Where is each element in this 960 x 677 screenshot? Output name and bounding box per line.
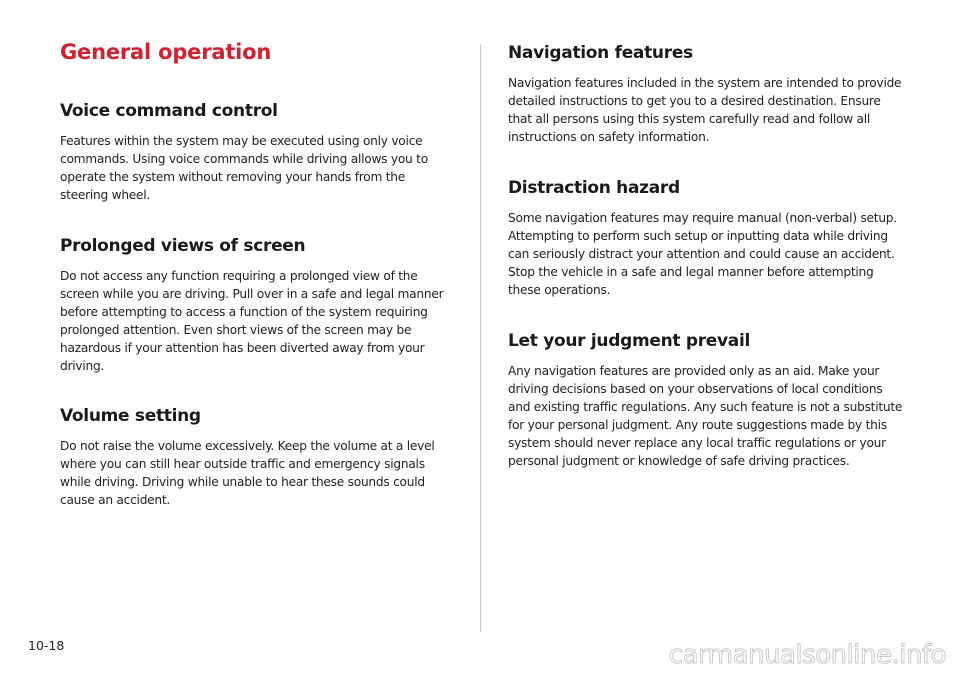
column-divider xyxy=(480,44,481,632)
section-navigation-features xyxy=(508,43,904,146)
section-heading: Navigation features xyxy=(508,43,693,63)
section-body: Features within the system may be executed using only voice commands. Using voice commands while driving allows you to operate the system without removing your hands from the steering wheel. xyxy=(60,134,428,202)
section-heading: Prolonged views of screen xyxy=(60,236,306,256)
section-heading: Distraction hazard xyxy=(508,178,680,198)
section-body: Do not raise the volume excessively. Keep the volume at a level where you can still hear outside traffic and emergency signals while driving. Driving while unable to hear these sounds could cause an accident. xyxy=(60,439,435,507)
section-heading: Volume setting xyxy=(60,406,201,426)
section-prolonged-views-of-screen xyxy=(60,236,452,375)
section-heading: Let your judgment prevail xyxy=(508,331,751,351)
watermark: carmanualsonline.info xyxy=(668,640,946,670)
page-number: 10-18 xyxy=(28,638,65,653)
section-volume-setting xyxy=(60,406,452,509)
page-title: General operation xyxy=(60,40,272,64)
section-let-your-judgment-prevail xyxy=(508,331,904,470)
section-body: Navigation features included in the system are intended to provide detailed instructions to get you to a desired destination. Ensure that all persons using this system carefully read and follow all instructions on safety information. xyxy=(508,76,902,144)
section-body: Some navigation features may require manual (non-verbal) setup. Attempting to perform such setup or inputting data while driving can seriously distract your attention and could cause an accident. Stop the vehicle in a safe and legal manner before attempting these operations. xyxy=(508,211,897,297)
section-distraction-hazard xyxy=(508,178,904,299)
section-heading: Voice command control xyxy=(60,101,278,121)
section-body: Do not access any function requiring a prolonged view of the screen while you are driving. Pull over in a safe and legal manner before attempting to access a function of the system requiring prolonged attention. Even short views of the screen may be hazardous if your attention has been diverted away from your driving. xyxy=(60,269,444,373)
section-body: Any navigation features are provided only as an aid. Make your driving decisions based on your observations of local conditions and existing traffic regulations. Any such feature is not a substitute for your personal judgment. Any route suggestions made by this system should never replace any local traffic regulations or your personal judgment or knowledge of safe driving practices. xyxy=(508,364,903,468)
section-voice-command-control xyxy=(60,101,452,204)
